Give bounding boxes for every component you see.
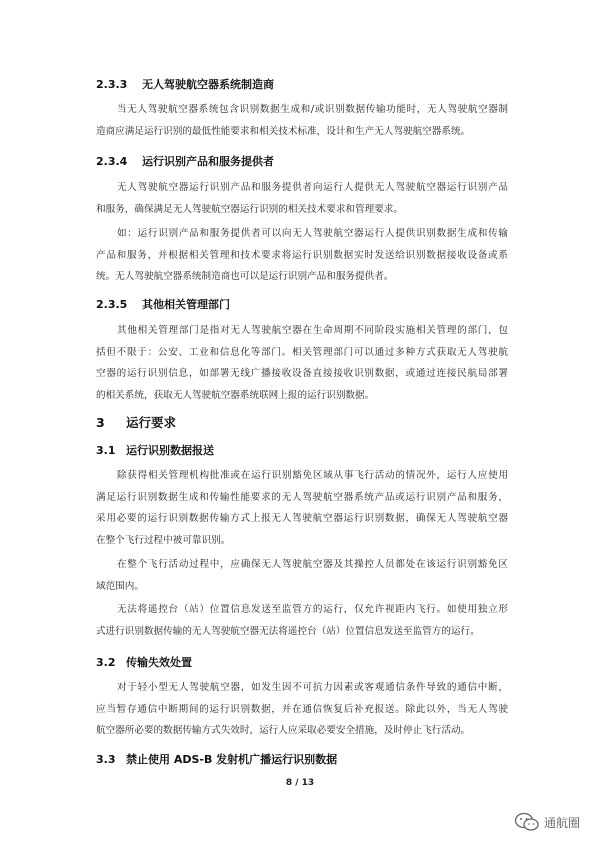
paragraph-data-reporting: 除获得相关管理机构批准或在运行识别豁免区域从事飞行活动的情况外，运行人应使用 满足运行识别数据生成和传输性能要求的无人驾驶航空器系统产品或运行识别产品和服务， 采用必要的运行识别数据传输方式上报无人驾驶航空器运行识别数据，确保无人驾驶航空器 在整个飞行过程中被可靠识别。 [96,470,508,546]
watermark [514,812,580,832]
paragraph-transmission-failure: 对于轻小型无人驾驶航空器，如发生因不可抗力因素或客观通信条件导致的通信中断， 应当暂存通信中断期间的运行识别数据，并在通信恢复后补充报送。除此以外，当无人驾驶 航空器所必要的数据传输方式失效时，运行人应采取必要安全措施，及时停止飞行活动。 [96,682,508,737]
page-number: 8 / 13 [285,778,315,788]
heading-2-3-4: 2.3.4 运行识别产品和服务提供者 [96,155,274,168]
paragraph-manufacturer: 当无人驾驶航空器系统包含识别数据生成和/或识别数据传输功能时，无人驾驶航空器制 造商应满足运行识别的最低性能要求和相关技术标准，设计和生产无人驾驶航空器系统。 [96,104,508,137]
heading-2-3-5: 2.3.5 其他相关管理部门 [96,298,230,311]
paragraph-service-provider: 无人驾驶航空器运行识别产品和服务提供者向运行人提供无人驾驶航空器运行识别产品 和服务，确保满足无人驾驶航空器运行识别的相关技术要求和管理要求。 [96,182,508,215]
heading-3-3: 3.3 禁止使用 ADS-B 发射机广播运行识别数据 [96,753,338,766]
paragraph-exemption-area: 在整个飞行活动过程中，应确保无人驾驶航空器及其操控人员都处在该运行识别豁免区 域范围内。 [96,559,508,592]
paragraph-remote-station: 无法将遥控台（站）位置信息发送至监管方的运行，仅允许视距内飞行。如使用独立形 式进行识别数据传输的无人驾驶航空器无法将遥控台（站）位置信息发送至监管方的运行。 [96,604,508,637]
paragraph-other-departments: 其他相关管理部门是指对无人驾驶航空器在生命周期不同阶段实施相关管理的部门，包 括但不限于：公安、工业和信息化等部门。相关管理部门可以通过多种方式获取无人驾驶航 空器的运行识别信息，如部署无线广播接收设备直接接收识别数据，或通过连接民航局部署 的相关系统，获取无人驾驶航空器系统联网上报的运行识别数据。 [96,325,508,401]
watermark-text: 通航圈 [543,815,580,830]
paragraph-service-provider-example: 如：运行识别产品和服务提供者可以向无人驾驶航空器运行人提供识别数据生成和传输 产品和服务，并根据相关管理和技术要求将运行识别数据实时发送给识别数据接收设备或系 统。无人驾驶航空器系统制造商也可以是运行识别产品和服务提供者。 [96,228,508,283]
wechat-icon [514,812,540,832]
heading-3: 3 运行要求 [96,415,177,430]
heading-2-3-3: 2.3.3 无人驾驶航空器系统制造商 [96,78,274,91]
heading-3-1: 3.1 运行识别数据报送 [96,444,214,457]
heading-3-2: 3.2 传输失效处置 [96,656,192,669]
